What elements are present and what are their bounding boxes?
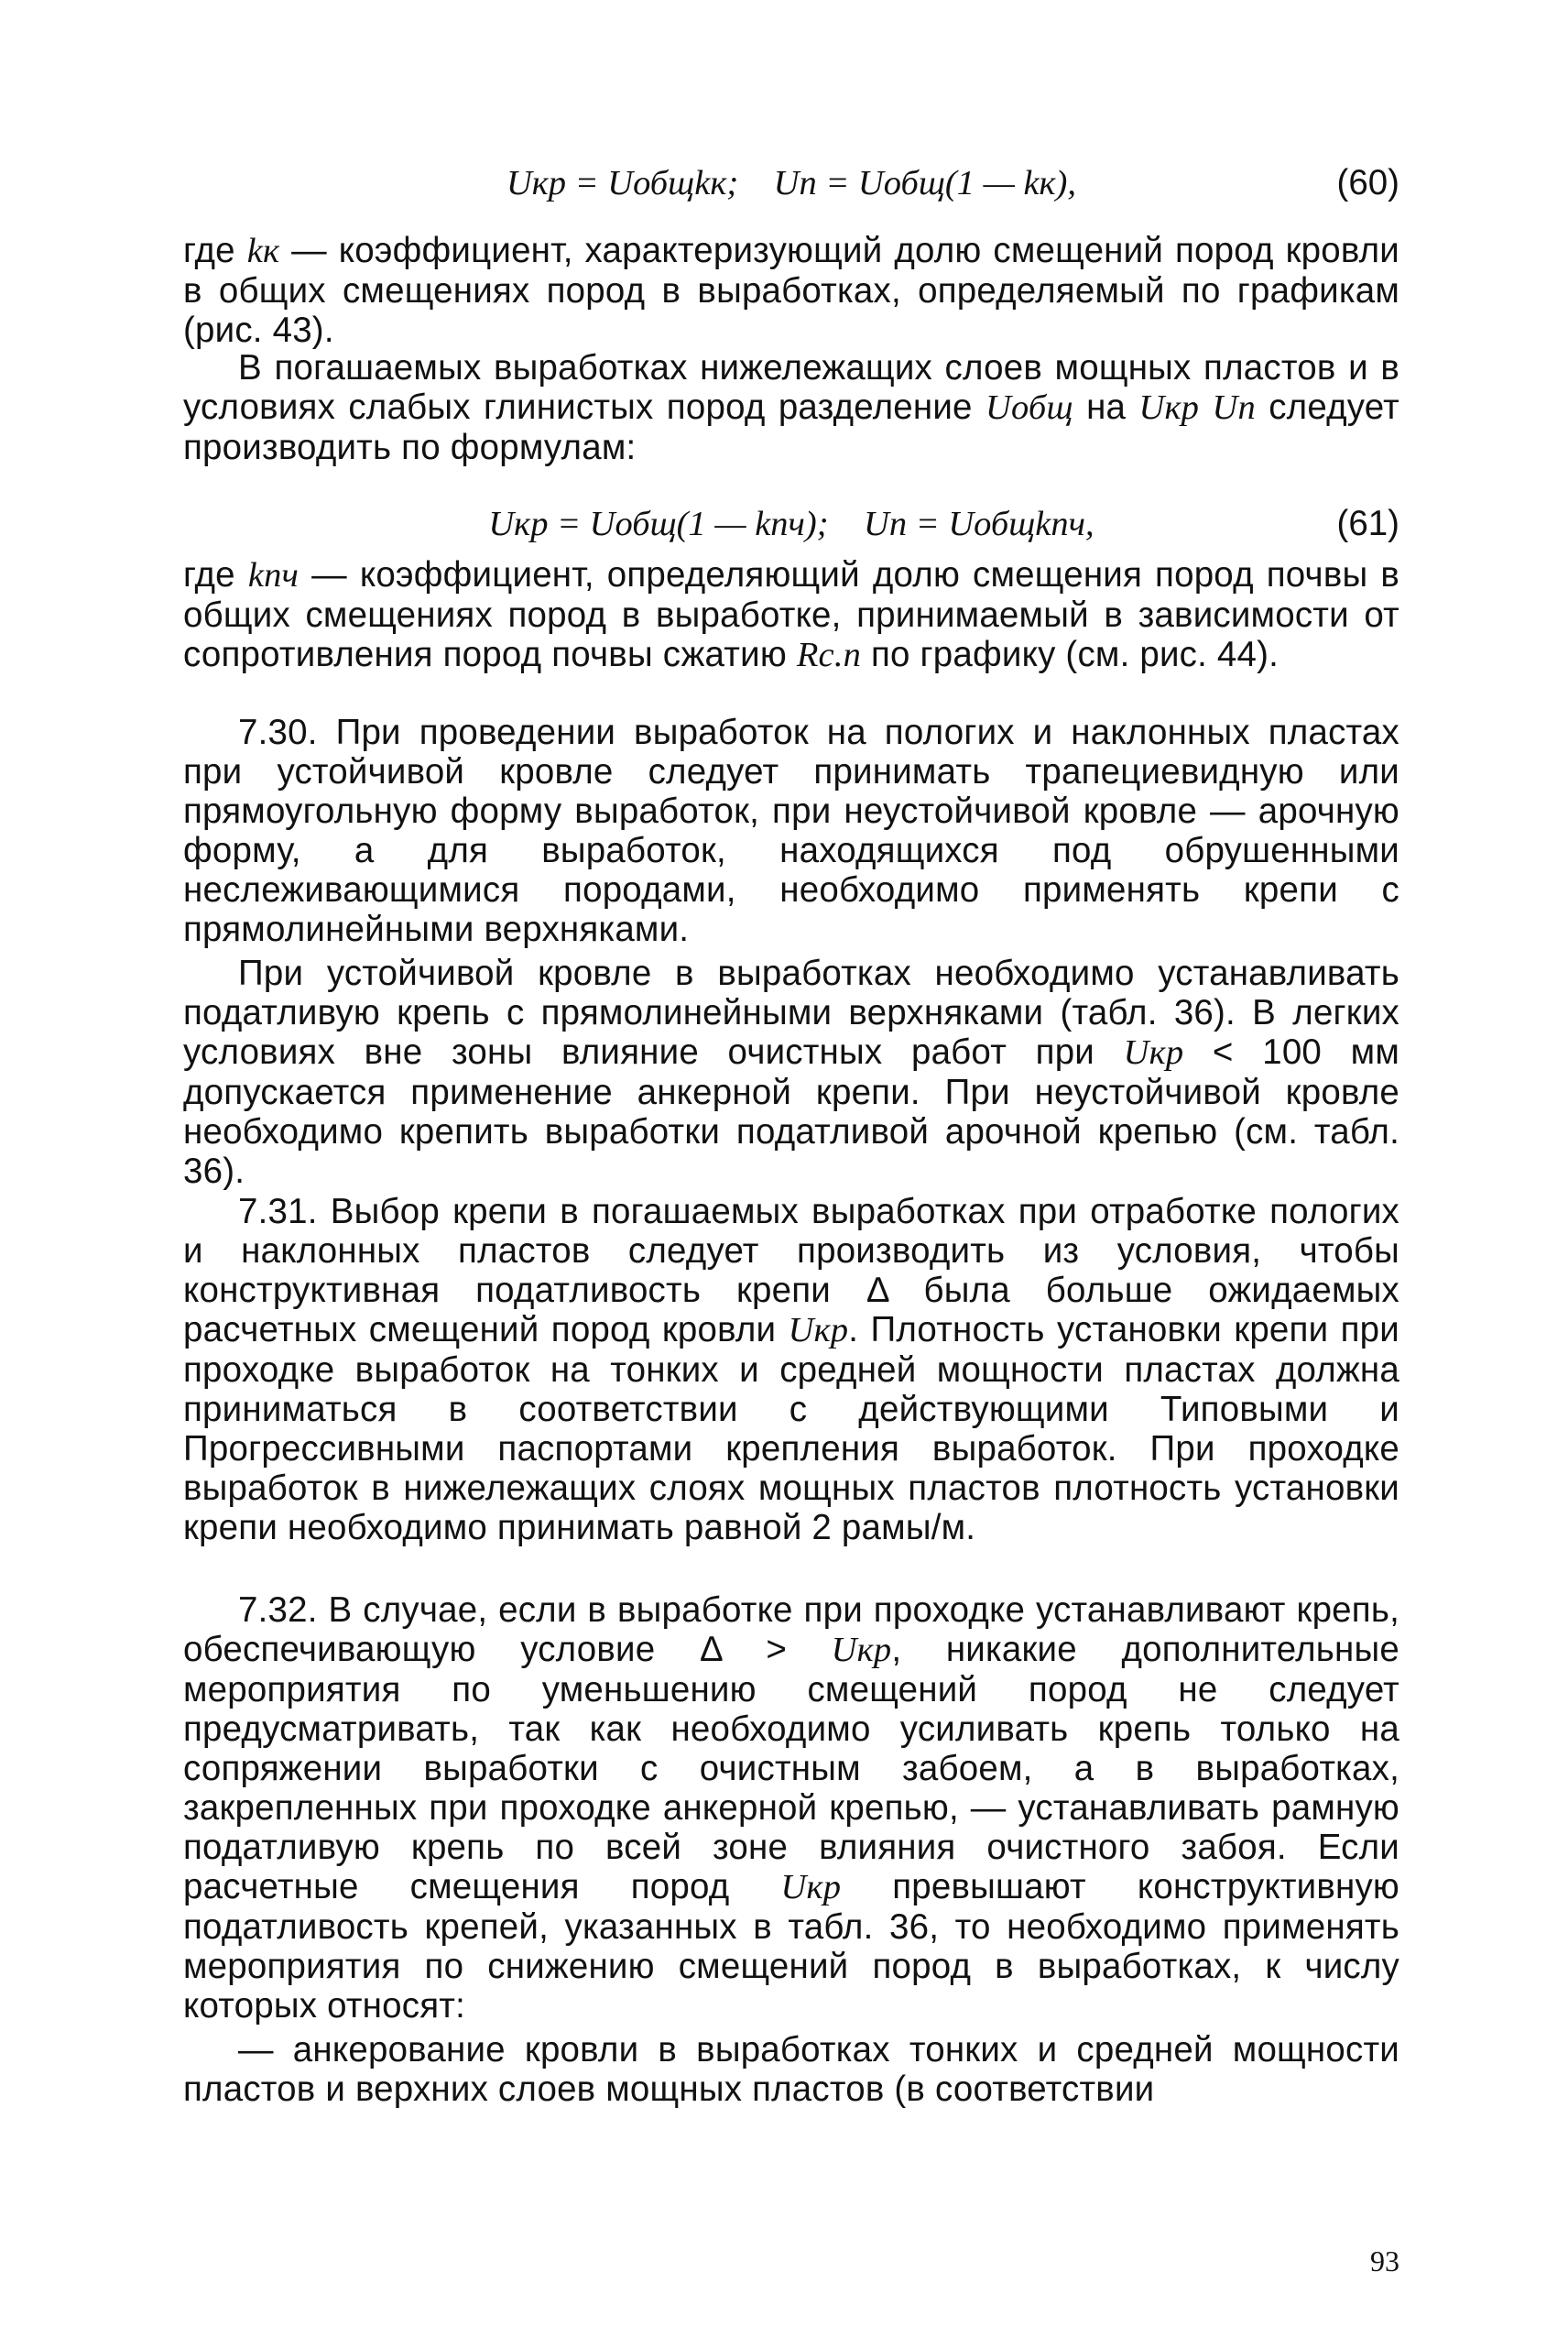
paragraph-text: на (1073, 388, 1139, 427)
formula-60-expression: Uкр = Uобщkк; Uп = Uобщ(1 — kк), (506, 164, 1077, 202)
variable-r-sp: Rс.п (796, 636, 862, 674)
formula-60-number: (60) (1336, 163, 1399, 202)
paragraph-definition-kk: где kк — коэффициент, характеризующий долю смещений пород кровли в общих смещениях пород в выработках, определяемый по графикам (рис. 43). (183, 231, 1399, 350)
formula-61 (183, 504, 1399, 553)
paragraph-7-31 (183, 1192, 1399, 1547)
paragraph-text: следует производить по формулам: (183, 388, 1399, 467)
variable-u-roof: Uкр (1123, 1033, 1184, 1072)
paragraph-text: < 100 мм допускается применение анкерной крепи. При неустойчивой кровле необходимо крепить выработки податливой арочной крепью (см. табл. 36). (183, 1032, 1399, 1191)
formula-60 (183, 163, 1399, 213)
paragraph-text: — коэффициент, определяющий долю смещения пород почвы в общих смещениях пород в выработке, принимаемый в зависимости от сопротивления пород почвы сжатию (183, 555, 1400, 674)
page-number: 93 (1370, 2244, 1399, 2277)
paragraph-intro-61 (183, 348, 1399, 467)
paragraph-stable-roof (183, 954, 1399, 1191)
paragraph-7-32 (183, 1590, 1399, 2026)
paragraph-text: превышают конструктивную податливость крепей, указанных в табл. 36, то необходимо применять мероприятия по снижению смещений пород в выработках, к числу которых относят: (183, 1867, 1399, 2026)
formula-61-number: (61) (1336, 504, 1399, 543)
variable-u-roof: Uкр (1138, 388, 1200, 427)
variable-u-floor: Uп (1212, 388, 1256, 427)
paragraph-7-30 (183, 713, 1399, 949)
paragraph-text: 7.31. Выбор крепи в погашаемых выработках при отработке пологих и наклонных пластов следует производить из условия, чтобы конструктивная податливость крепи Δ была больше ожидаемых расчетных смещений пород кровли (183, 1192, 1399, 1349)
formula-61-expression: Uкр = Uобщ(1 — kпч); Uп = Uобщkпч, (488, 505, 1094, 543)
paragraph-anchoring (183, 2030, 1399, 2109)
paragraph-text: 7.32. В случае, если в выработке при проходке устанавливают крепь, обеспечивающую условие Δ > (183, 1590, 1399, 1669)
paragraph-text: При устойчивой кровле в выработках необходимо устанавливать податливую крепь с прямолинейными верхняками (табл. 36). В легких условиях вне зоны влияние очистных работ при (183, 954, 1399, 1072)
paragraph-text: — анкерование кровли в выработках тонких и средней мощности пластов и верхних слоев мощных пластов (в соответствии (183, 2030, 1399, 2109)
paragraph-text: — коэффициент, характеризующий долю смещений пород кровли в общих смещениях пород в выработках, определяемый по графикам (рис. 43). (183, 231, 1399, 350)
paragraph-text: В погашаемых выработках нижележащих слоев мощных пластов и в условиях слабых глинистых пород разделение (183, 348, 1399, 427)
paragraph-text: 7.30. При проведении выработок на пологих и наклонных пластах при устойчивой кровле следует принимать трапециевидную или прямоугольную форму выработок, при неустойчивой кровле — арочную форму, а для выработок, находящихся под обрушенными неслеживающимися породами, необходимо применять крепи с прямолинейными верхняками. (183, 713, 1399, 949)
variable-kpch: kпч (247, 556, 299, 595)
paragraph-text: , никакие дополнительные мероприятия по уменьшению смещений пород не следует предусматривать, так как необходимо усиливать крепь только на сопряжении выработки с очистным забоем, а в выработках, закрепленных при проходке анкерной крепью, — устанавливать рамную податливую крепь по всей зоне влияния очистного забоя. Если расчетные смещения пород (183, 1630, 1399, 1906)
variable-kk: kк (246, 232, 280, 270)
variable-u-roof: Uкр (788, 1311, 849, 1349)
paragraph-text: по графику (см. рис. 44). (861, 635, 1279, 674)
variable-u-roof: Uкр (780, 1868, 842, 1906)
variable-u-roof: Uкр (831, 1631, 892, 1669)
paragraph-definition-kpch: где kпч — коэффициент, определяющий долю смещения пород почвы в общих смещениях пород в выработке, принимаемый в зависимости от сопротивления пород почвы сжатию Rс.п по графику (см. рис. 44). (183, 555, 1400, 674)
variable-u-total: Uобщ (985, 388, 1073, 427)
paragraph-text: . Плотность установки крепи при проходке выработок на тонких и средней мощности пластах должна приниматься в соответствии с действующими Типовыми и Прогрессивными паспортами крепления выработок. При проходке выработок в нижележащих слоях мощных пластов плотность установки крепи необходимо принимать равной 2 рамы/м. (183, 1310, 1399, 1547)
